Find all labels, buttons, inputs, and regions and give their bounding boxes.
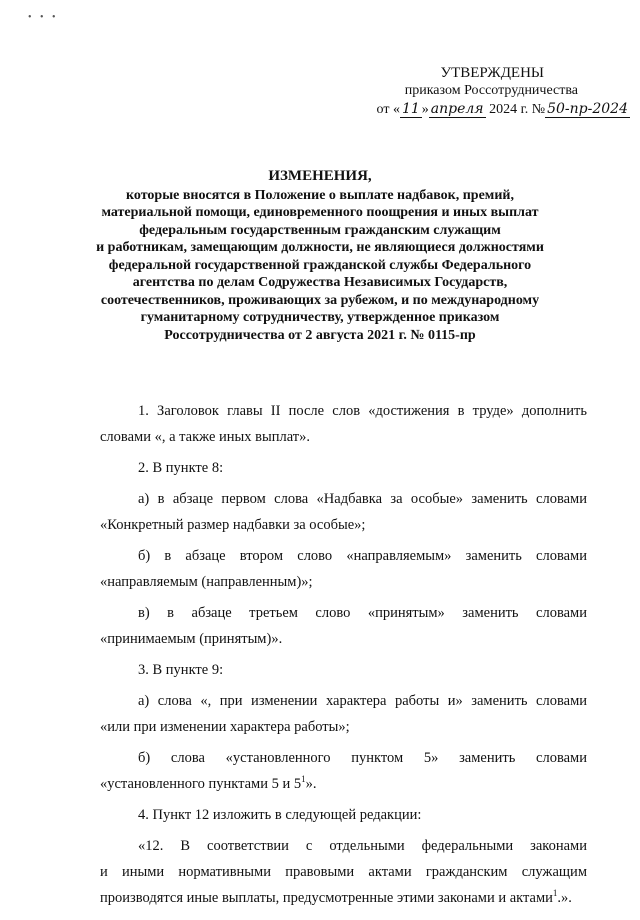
text-fragment: производятся иные выплаты, предусмотренные этими законами и актами xyxy=(100,890,553,906)
scan-marks: • • • xyxy=(28,12,59,23)
text-line: и иными нормативными правовыми актами гражданским служащим xyxy=(100,864,587,880)
title-line: материальной помощи, единовременного поощрения и иных выплат xyxy=(101,205,539,220)
text-fragment: ». xyxy=(305,776,317,792)
paragraph-2a xyxy=(100,486,587,538)
text-line: «12. В соответствии с отдельными федеральными законами xyxy=(138,838,587,854)
handwritten-month: апреля xyxy=(430,101,484,117)
text-line: «Конкретный размер надбавки за особые»; xyxy=(100,517,366,533)
text-line: б) в абзаце втором слово «направляемым» заменить словами xyxy=(138,548,587,564)
handwritten-order-number: 50-пр-2024 xyxy=(547,101,628,117)
document-title xyxy=(50,168,590,344)
title-line: Россотрудничества от 2 августа 2021 г. № 0115-пр xyxy=(164,327,476,343)
text-line: в) в абзаце третьем слово «принятым» заменить словами xyxy=(138,605,587,621)
paragraph-4 xyxy=(100,802,587,828)
title-line: федеральной государственной гражданской службы Федерального xyxy=(108,257,532,273)
superscript: 1 xyxy=(552,888,558,899)
date-month-separator: » xyxy=(421,102,429,117)
title-line: агентства по делам Содружества Независимых Государств, xyxy=(132,275,508,290)
title-line: гуманитарному сотрудничеству, утвержденное приказом xyxy=(140,310,500,325)
text-fragment: «установленного пунктами 5 и 5 xyxy=(100,776,302,792)
approval-date-line xyxy=(330,100,630,119)
paragraph-2c xyxy=(100,600,587,652)
date-year: 2024 г. № xyxy=(489,102,546,117)
superscript: 1 xyxy=(301,774,306,785)
text-line xyxy=(100,771,587,797)
approval-order: приказом Россотрудничества xyxy=(404,83,578,98)
approval-stamp xyxy=(330,64,630,119)
approval-heading: УТВЕРЖДЕНЫ xyxy=(440,65,544,81)
text-line: б) слова «установленного пунктом 5» заменить словами xyxy=(138,750,587,766)
paragraph-2 xyxy=(100,455,587,481)
paragraph-3a xyxy=(100,688,587,740)
paragraph-3b xyxy=(100,745,587,797)
document-body xyxy=(100,398,587,916)
text-line: 1. Заголовок главы II после слов «достижения в труде» дополнить xyxy=(138,403,587,419)
handwritten-day: 11 xyxy=(401,101,420,117)
paragraph-1 xyxy=(100,398,587,450)
text-line xyxy=(100,885,587,911)
text-line: 4. Пункт 12 изложить в следующей редакции: xyxy=(138,807,422,823)
title-heading: ИЗМЕНЕНИЯ, xyxy=(268,168,372,184)
text-line: 2. В пункте 8: xyxy=(138,460,224,476)
title-line: соотечественников, проживающих за рубежом, и по международному xyxy=(100,292,540,308)
title-line: и работникам, замещающим должности, не являющиеся должностями xyxy=(96,240,544,255)
title-line: федеральным государственным гражданским служащим xyxy=(139,222,501,238)
text-line: словами «, а также иных выплат». xyxy=(100,429,311,445)
title-line: которые вносятся в Положение о выплате надбавок, премий, xyxy=(126,187,514,203)
text-line: «принимаемым (принятым)». xyxy=(100,631,283,647)
date-prefix: от « xyxy=(376,102,400,117)
paragraph-2b xyxy=(100,543,587,595)
text-line: «или при изменении характера работы»; xyxy=(100,719,350,735)
paragraph-4-quote xyxy=(100,833,587,911)
text-fragment: .». xyxy=(557,890,572,906)
text-line: а) в абзаце первом слова «Надбавка за особые» заменить словами xyxy=(138,491,587,507)
text-line: «направляемым (направленным)»; xyxy=(100,574,313,590)
text-line: 3. В пункте 9: xyxy=(138,662,224,678)
paragraph-3 xyxy=(100,657,587,683)
text-line: а) слова «, при изменении характера работы и» заменить словами xyxy=(138,693,587,709)
